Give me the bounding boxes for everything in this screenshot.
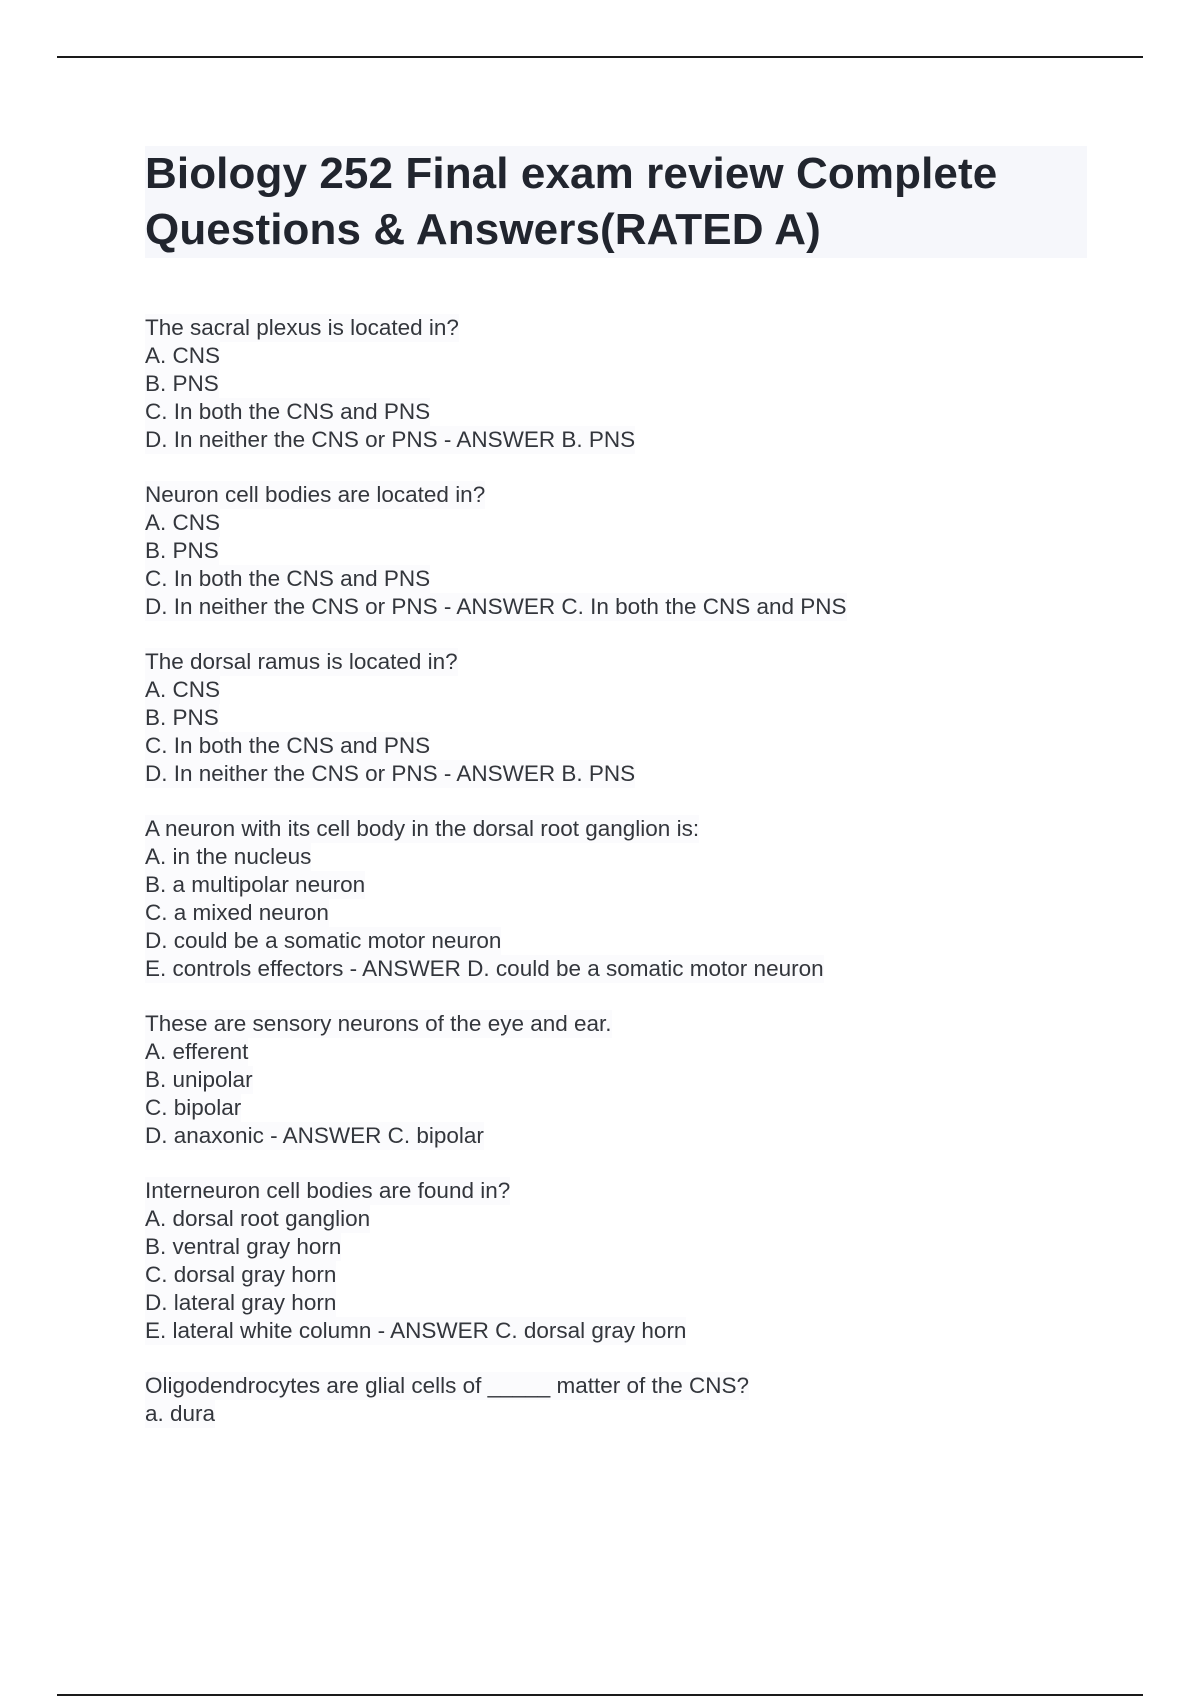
answer-option: B. a multipolar neuron [145, 872, 366, 897]
question-item [145, 481, 1085, 621]
title-block [145, 146, 1087, 258]
answer-option-with-answer: E. lateral white column - ANSWER C. dorsal gray horn [145, 1318, 687, 1343]
answer-option: a. dura [145, 1401, 216, 1426]
answer-option: B. ventral gray horn [145, 1234, 342, 1259]
question-text: A neuron with its cell body in the dorsal root ganglion is: [145, 816, 700, 841]
answer-option: A. CNS [145, 343, 221, 368]
answer-option-with-answer: D. In neither the CNS or PNS - ANSWER B. PNS [145, 427, 636, 452]
answer-option: B. PNS [145, 371, 219, 396]
question-text: Neuron cell bodies are located in? [145, 482, 486, 507]
question-text: Oligodendrocytes are glial cells of _____ matter of the CNS? [145, 1373, 750, 1398]
document-title: Biology 252 Final exam review Complete Questions & Answers(RATED A) [145, 149, 998, 254]
answer-option: D. lateral gray horn [145, 1290, 337, 1315]
question-text: The sacral plexus is located in? [145, 315, 459, 340]
answer-option: B. PNS [145, 705, 219, 730]
answer-option-with-answer: D. anaxonic - ANSWER C. bipolar [145, 1123, 484, 1148]
answer-option: D. could be a somatic motor neuron [145, 928, 502, 953]
question-item [145, 815, 1085, 983]
answer-option: A. in the nucleus [145, 844, 312, 869]
answer-option: C. In both the CNS and PNS [145, 399, 431, 424]
question-text: The dorsal ramus is located in? [145, 649, 458, 674]
top-rule [57, 56, 1143, 58]
question-text: These are sensory neurons of the eye and ear. [145, 1011, 612, 1036]
answer-option: A. dorsal root ganglion [145, 1206, 371, 1231]
answer-option: C. a mixed neuron [145, 900, 329, 925]
bottom-rule [57, 1694, 1143, 1696]
question-text: Interneuron cell bodies are found in? [145, 1178, 511, 1203]
answer-option-with-answer: D. In neither the CNS or PNS - ANSWER C. In both the CNS and PNS [145, 594, 847, 619]
answer-option: B. PNS [145, 538, 219, 563]
answer-option-with-answer: E. controls effectors - ANSWER D. could be a somatic motor neuron [145, 956, 824, 981]
answer-option: C. In both the CNS and PNS [145, 733, 431, 758]
question-item [145, 648, 1085, 788]
question-list [145, 314, 1085, 1428]
answer-option-with-answer: D. In neither the CNS or PNS - ANSWER B. PNS [145, 761, 636, 786]
question-item [145, 1010, 1085, 1150]
answer-option: C. In both the CNS and PNS [145, 566, 431, 591]
answer-option: A. efferent [145, 1039, 249, 1064]
question-item [145, 1177, 1085, 1345]
answer-option: B. unipolar [145, 1067, 253, 1092]
document-body [145, 146, 1085, 1455]
question-item [145, 1372, 1085, 1428]
question-item [145, 314, 1085, 454]
answer-option: A. CNS [145, 510, 221, 535]
answer-option: C. dorsal gray horn [145, 1262, 337, 1287]
answer-option: C. bipolar [145, 1095, 242, 1120]
answer-option: A. CNS [145, 677, 221, 702]
